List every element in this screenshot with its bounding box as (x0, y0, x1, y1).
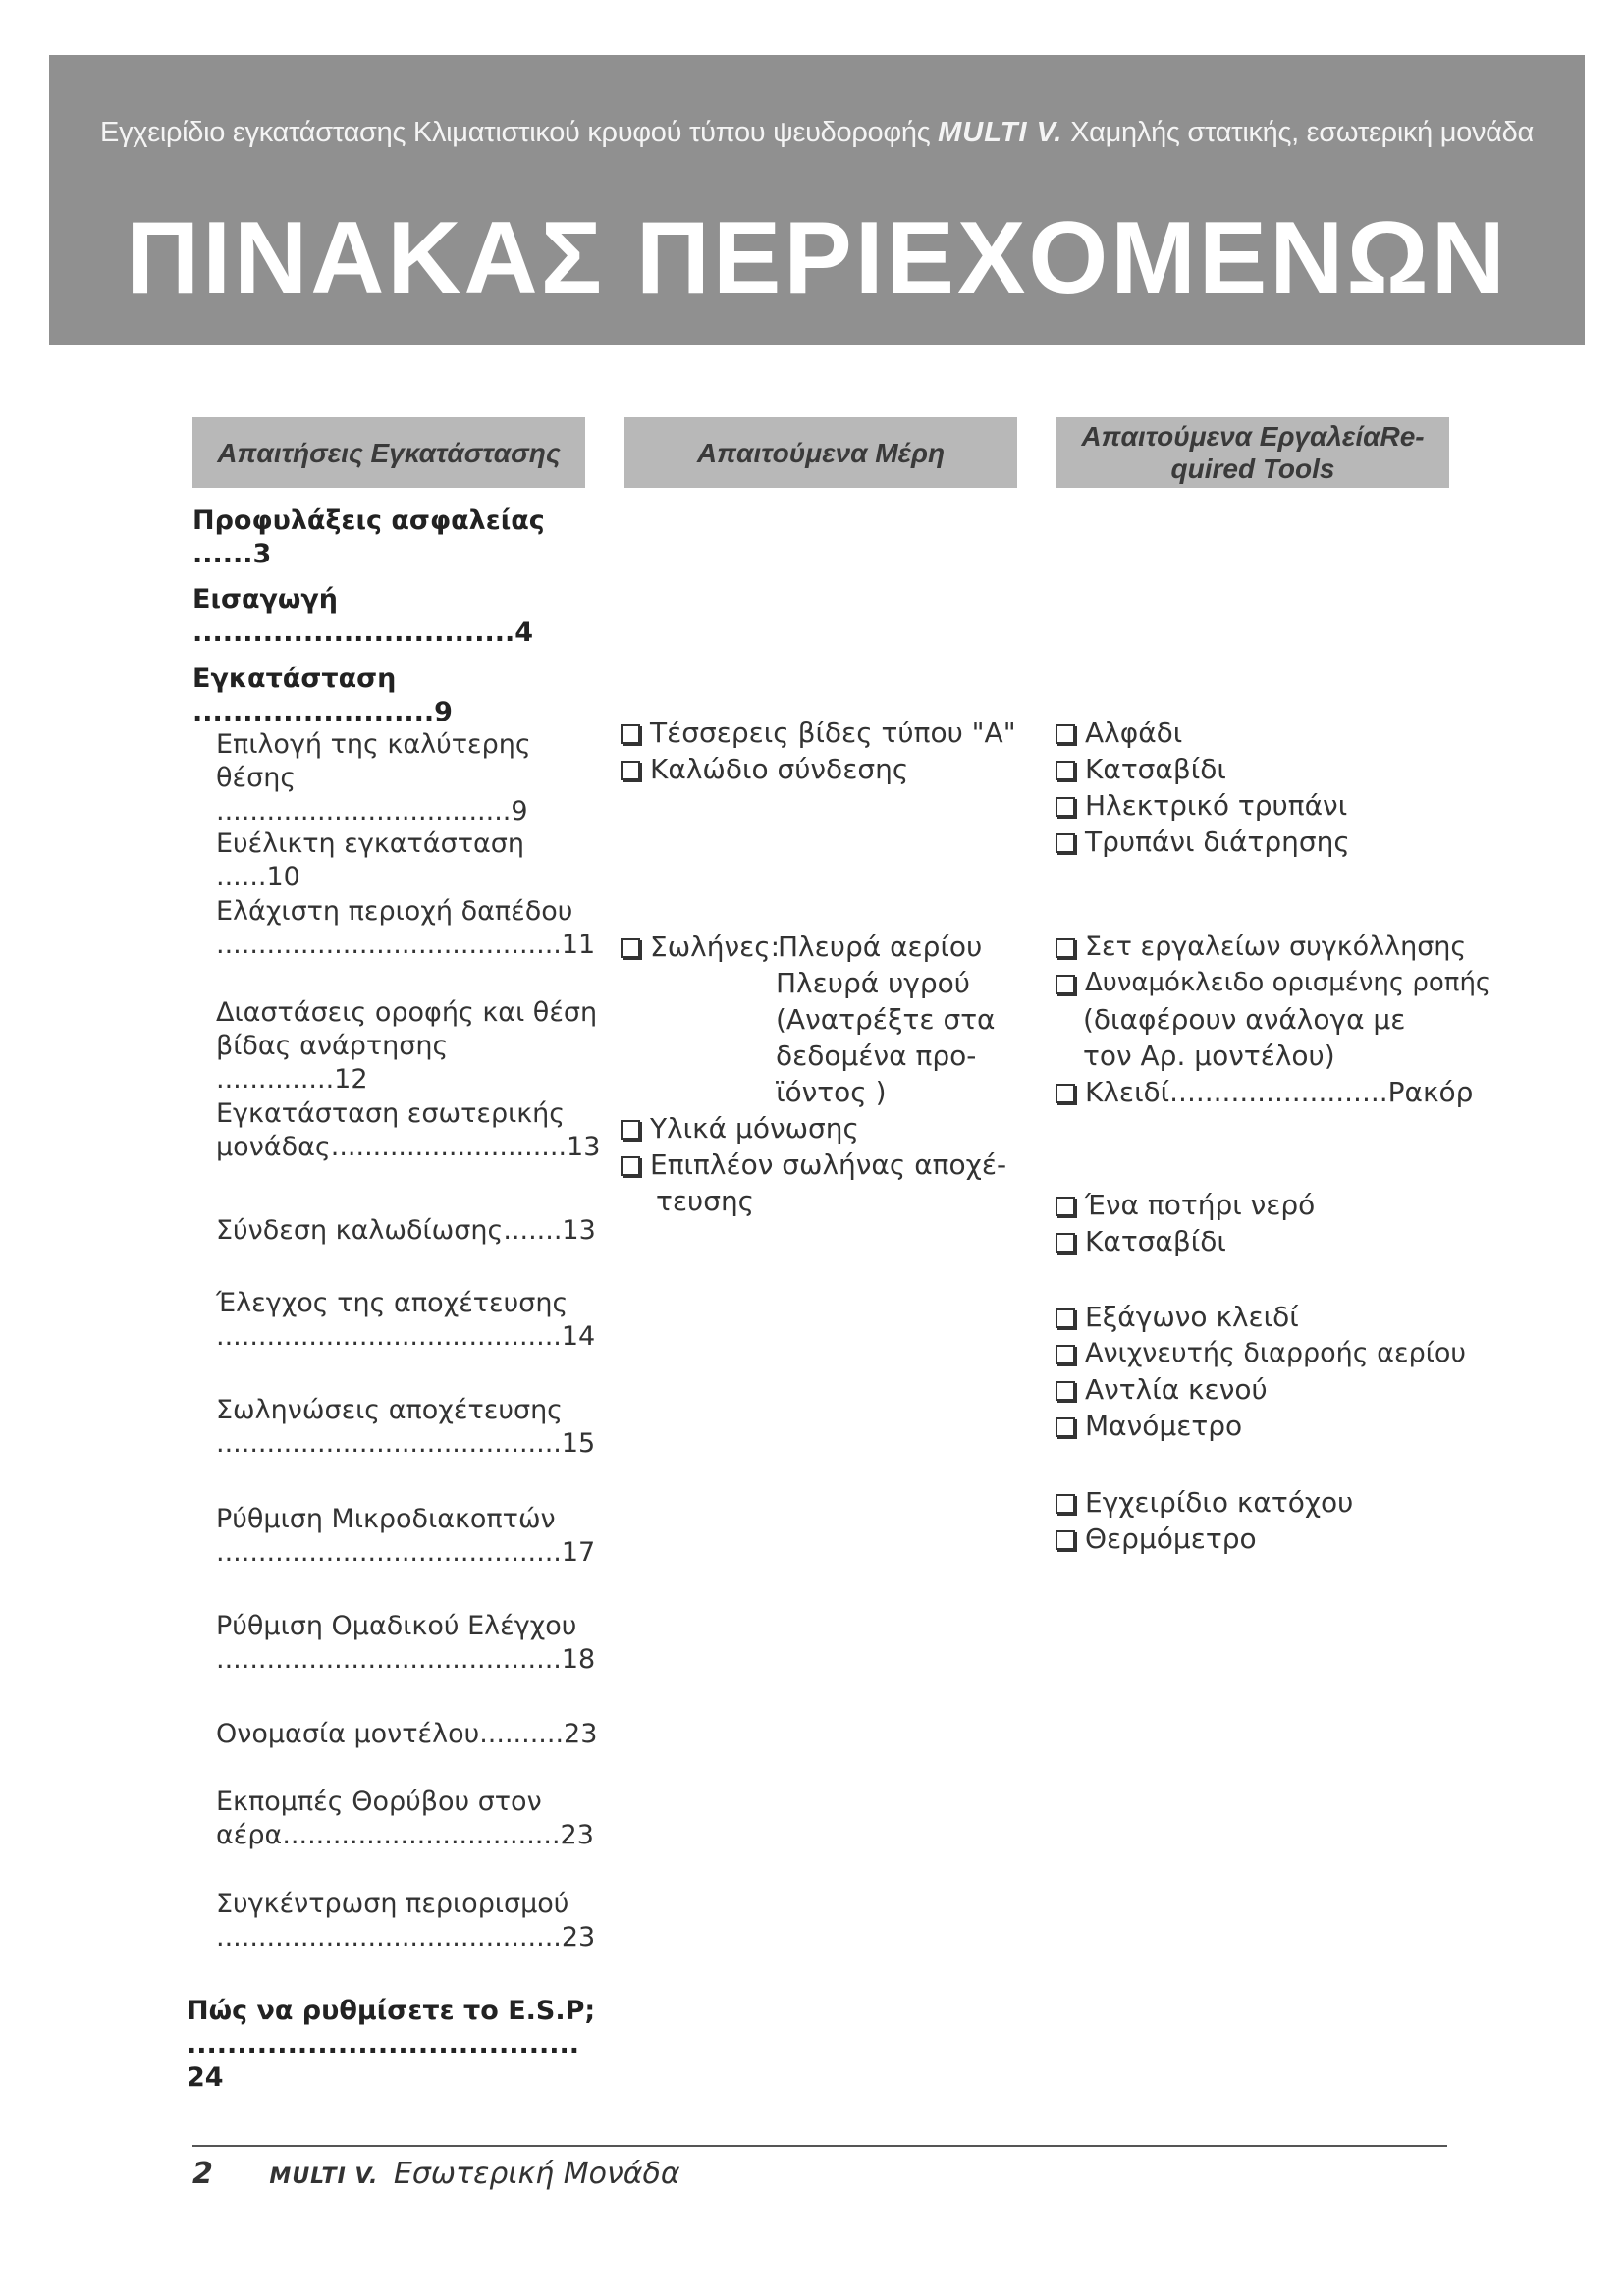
checkbox-icon (621, 1120, 640, 1140)
subtitle-prefix: Εγχειρίδιο εγκατάστασης Κλιματιστικού κρυφού τύπου ψευδοροφής (100, 117, 931, 148)
list-item: Ένα ποτήρι νερό (1054, 1187, 1486, 1223)
toc-entry-esp[interactable]: Πώς να ρυθμίσετε το E.S.P; ....................................... 24 (187, 1996, 596, 2093)
subtitle-suffix: Χαμηλής στατικής, εσωτερική μονάδα (1070, 117, 1534, 148)
tools-group-5 (1054, 1484, 1486, 1557)
toc-entry-drain-piping[interactable]: Σωληνώσεις αποχέτευσης .........................................15 (216, 1395, 596, 1459)
footer-divider (192, 2145, 1447, 2147)
parts-group-2 (619, 929, 1031, 1219)
list-item: Υλικά μόνωσης (619, 1110, 1031, 1147)
list-item: Ηλεκτρικό τρυπάνι (1054, 787, 1486, 824)
tools-group-1 (1054, 715, 1486, 860)
checkbox-icon (1056, 761, 1075, 780)
list-item: Καλώδιο σύνδεσης (619, 751, 1031, 787)
tools-group-4 (1054, 1299, 1486, 1444)
checkbox-icon (1056, 1530, 1075, 1550)
list-item: Αλφάδι (1054, 715, 1486, 751)
list-item: Αντλία κενού (1054, 1371, 1486, 1408)
checkbox-icon (1056, 975, 1075, 994)
checkbox-icon (1056, 1494, 1075, 1514)
checkbox-icon (1056, 1345, 1075, 1364)
checkbox-icon (1056, 1308, 1075, 1328)
list-item: τον Αρ. μοντέλου) (1083, 1040, 1335, 1072)
toc-entry-model-name[interactable]: Ονομασία μοντέλου..........23 (216, 1719, 598, 1749)
toc-entry-best-location[interactable]: Επιλογή της καλύτερης θέσης ...................................9 (216, 729, 531, 827)
list-item: (Ανατρέξτε στα (776, 1003, 996, 1036)
toc-entry-limit-concentration[interactable]: Συγκέντρωση περιορισμού .........................................23 (216, 1889, 596, 1952)
page-footer (192, 2157, 680, 2191)
footer-text: Εσωτερική Μονάδα (393, 2157, 680, 2191)
manual-subtitle (49, 117, 1585, 149)
list-item: Σετ εργαλείων συγκόλλησης (1054, 929, 1486, 965)
list-item: Εξάγωνο κλειδί (1054, 1299, 1486, 1335)
toc-entry-installation[interactable]: Εγκατάσταση ........................9 (192, 664, 453, 727)
list-item: Τρυπάνι διάτρησης (1054, 824, 1486, 860)
header-install-requirements: Απαιτήσεις Εγκατάστασης (192, 417, 585, 488)
list-item: Πλευρά υγρού (776, 967, 970, 999)
list-item: Κατσαβίδι (1054, 1223, 1486, 1259)
toc-entry-group-control[interactable]: Ρύθμιση Ομαδικού Ελέγχου .........................................18 (216, 1611, 596, 1675)
list-item: (διαφέρουν ανάλογα με (1083, 1003, 1406, 1036)
list-item: δεδομένα προ- (776, 1040, 977, 1072)
toc-entry-introduction[interactable]: Εισαγωγή ................................4 (192, 584, 534, 648)
list-item: Κλειδί.........................Ρακόρ (1054, 1074, 1486, 1110)
tools-group-2 (1054, 929, 1491, 1110)
toc-entry-dip-switch[interactable]: Ρύθμιση Μικροδιακοπτών .........................................17 (216, 1504, 596, 1568)
checkbox-icon (1056, 724, 1075, 744)
header-required-tools: Απαιτούμενα ΕργαλείαRe-quired Tools (1056, 417, 1449, 488)
toc-entry-min-floor-area[interactable]: Ελάχιστη περιοχή δαπέδου .........................................11 (216, 896, 596, 960)
checkbox-icon (1056, 938, 1075, 958)
list-item: Εγχειρίδιο κατόχου (1054, 1484, 1486, 1521)
footer-logo: MULTI V. (269, 2164, 379, 2189)
list-item: Επιπλέον σωλήνας αποχέ- (619, 1147, 1031, 1183)
tools-group-3 (1054, 1187, 1486, 1259)
toc-entry-ceiling-dims[interactable]: Διαστάσεις οροφής και θέση βίδας ανάρτησης ..............12 (216, 997, 598, 1095)
list-item: τευσης (656, 1185, 755, 1217)
list-item: Τέσσερεις βίδες τύπου "A" (619, 715, 1031, 751)
list-item: Θερμόμετρο (1054, 1521, 1486, 1557)
title-banner (49, 55, 1585, 345)
checkbox-icon (621, 938, 640, 958)
list-item: Ανιχνευτής διαρροής αερίου (1054, 1335, 1486, 1371)
checkbox-icon (621, 761, 640, 780)
page-number: 2 (192, 2157, 213, 2191)
checkbox-icon (621, 1156, 640, 1176)
list-item: ϊόντος ) (776, 1076, 887, 1108)
header-required-parts: Απαιτούμενα Μέρη (624, 417, 1017, 488)
checkbox-icon (1056, 1084, 1075, 1103)
checkbox-icon (621, 724, 640, 744)
checkbox-icon (1056, 797, 1075, 817)
toc-entry-safety[interactable]: Προφυλάξεις ασφαλείας ......3 (192, 506, 545, 569)
toc-entry-noise-emission[interactable]: Εκπομπές Θορύβου στον αέρα.................................23 (216, 1787, 594, 1850)
toc-entry-wiring[interactable]: Σύνδεση καλωδίωσης.......13 (216, 1215, 596, 1246)
parts-group-1 (619, 715, 1031, 787)
toc-entry-drain-check[interactable]: Έλεγχος της αποχέτευσης .........................................14 (216, 1288, 596, 1352)
toc-entry-flexible-install[interactable]: Ευέλικτη εγκατάσταση ......10 (216, 828, 524, 892)
list-item: Κατσαβίδι (1054, 751, 1486, 787)
list-item: Μανόμετρο (1054, 1408, 1486, 1444)
checkbox-icon (1056, 1233, 1075, 1253)
list-item: Δυναμόκλειδο ορισμένης ροπής (1054, 965, 1486, 1001)
checkbox-icon (1056, 1197, 1075, 1216)
list-item: Σωλήνες: Πλευρά αερίου (619, 929, 1031, 965)
checkbox-icon (1056, 833, 1075, 853)
page-title: ΠΙΝΑΚΑΣ ΠΕΡΙΕΧΟΜΕΝΩΝ (126, 201, 1508, 315)
checkbox-icon (1056, 1381, 1075, 1401)
toc-entry-indoor-unit-install[interactable]: Εγκατάσταση εσωτερικής μονάδας............................13 (216, 1098, 601, 1162)
checkbox-icon (1056, 1417, 1075, 1437)
multi-v-logo: MULTI V. (938, 117, 1063, 148)
